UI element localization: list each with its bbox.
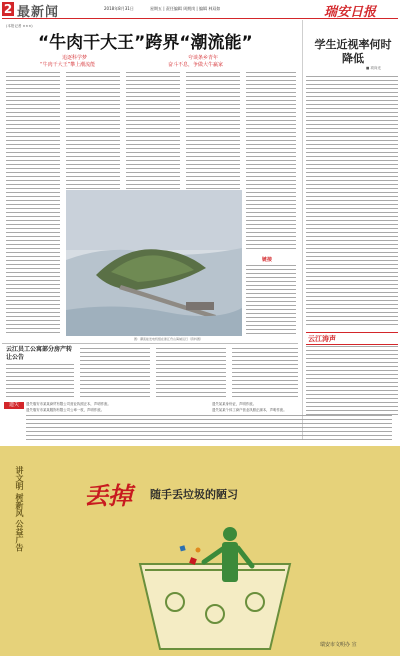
public-service-ad [0, 446, 400, 656]
feature-sub-left: 追逐科学梦 [62, 55, 88, 61]
feature-headline: “牛肉干大王”跨界“潮流能” [38, 33, 253, 53]
recycle-bin-icon [140, 564, 290, 649]
notice-col-3 [156, 348, 226, 398]
sidebar-tag: 链接 [262, 257, 273, 263]
feature-article [0, 20, 300, 340]
feature-body-col-1 [6, 72, 60, 334]
masthead-rule [2, 18, 398, 19]
ad-footer: 瑞安市文明办 宣 [320, 642, 357, 648]
lost-notice-header: 遗失 [4, 402, 24, 409]
lost-item: 遗失某某个体工商户营业执照正副本，声明作废。 [212, 408, 287, 412]
lost-item: 遗失瑞安市某某商贸有限公司营业执照正本，声明作废。 [26, 402, 111, 406]
editor-line: 星期五 | 责任编辑 周拥岗 | 编辑 林双如 [150, 6, 221, 11]
feature-body-col-5 [246, 72, 296, 252]
right-body-top [306, 76, 398, 326]
lost-item: 遗失某某身份证，声明作废。 [212, 402, 257, 406]
feature-sub-right: 夸谈条乡青年 [188, 55, 219, 61]
notice-area [0, 344, 400, 444]
masthead-logo: 瑞安日报 [324, 5, 377, 20]
right-byline: ■ 项向光 [366, 66, 381, 70]
masthead [0, 0, 400, 20]
date-line: 2018年8月31日 [104, 6, 134, 11]
notice-col-4 [232, 348, 298, 398]
feature-byline: (本报记者 ×××) [6, 24, 33, 28]
trash-bin-illustration [120, 524, 310, 654]
falling-trash-icon [180, 545, 201, 565]
ad-slogan: 随手丢垃圾的陋习 [150, 488, 238, 501]
page-number-badge: 2 [3, 2, 13, 16]
island-photo-illustration [66, 190, 242, 336]
photo-caption: 图：潮流能发电机组在浙江舟山海域运行（资料图） [134, 337, 204, 341]
feature-body-col-4 [186, 72, 240, 206]
right-headline: 学生近视率何时降低 [314, 38, 392, 65]
notice-col-2 [80, 348, 150, 398]
feature-body-col-3 [126, 72, 180, 206]
feature-sidebar [246, 256, 296, 336]
right-section-label: 云江涛声 [308, 335, 336, 343]
lost-item: 遗失瑞安市某某服饰有限公司公章一枚，声明作废。 [26, 408, 104, 412]
notice-title: 云江员工公寓部分房产转让公告 [6, 346, 73, 361]
feature-kicker-left: “牛肉干大王”攀上潮流能 [40, 62, 96, 68]
feature-body-col-2 [66, 72, 120, 206]
ad-vertical-slogan: 讲文明 树新风 公益广告 [15, 466, 24, 552]
ad-brush-chars: 丢掉 [84, 482, 132, 510]
lost-notice-list [26, 402, 396, 442]
sidebar-text [246, 265, 296, 335]
feature-kicker-right: 奋斗不息，争做大牛赢家 [168, 62, 224, 68]
notice-body [6, 364, 74, 398]
lost-notice-more [26, 415, 392, 441]
section-title: 最新闻 [17, 5, 60, 20]
feature-photo [66, 190, 242, 336]
